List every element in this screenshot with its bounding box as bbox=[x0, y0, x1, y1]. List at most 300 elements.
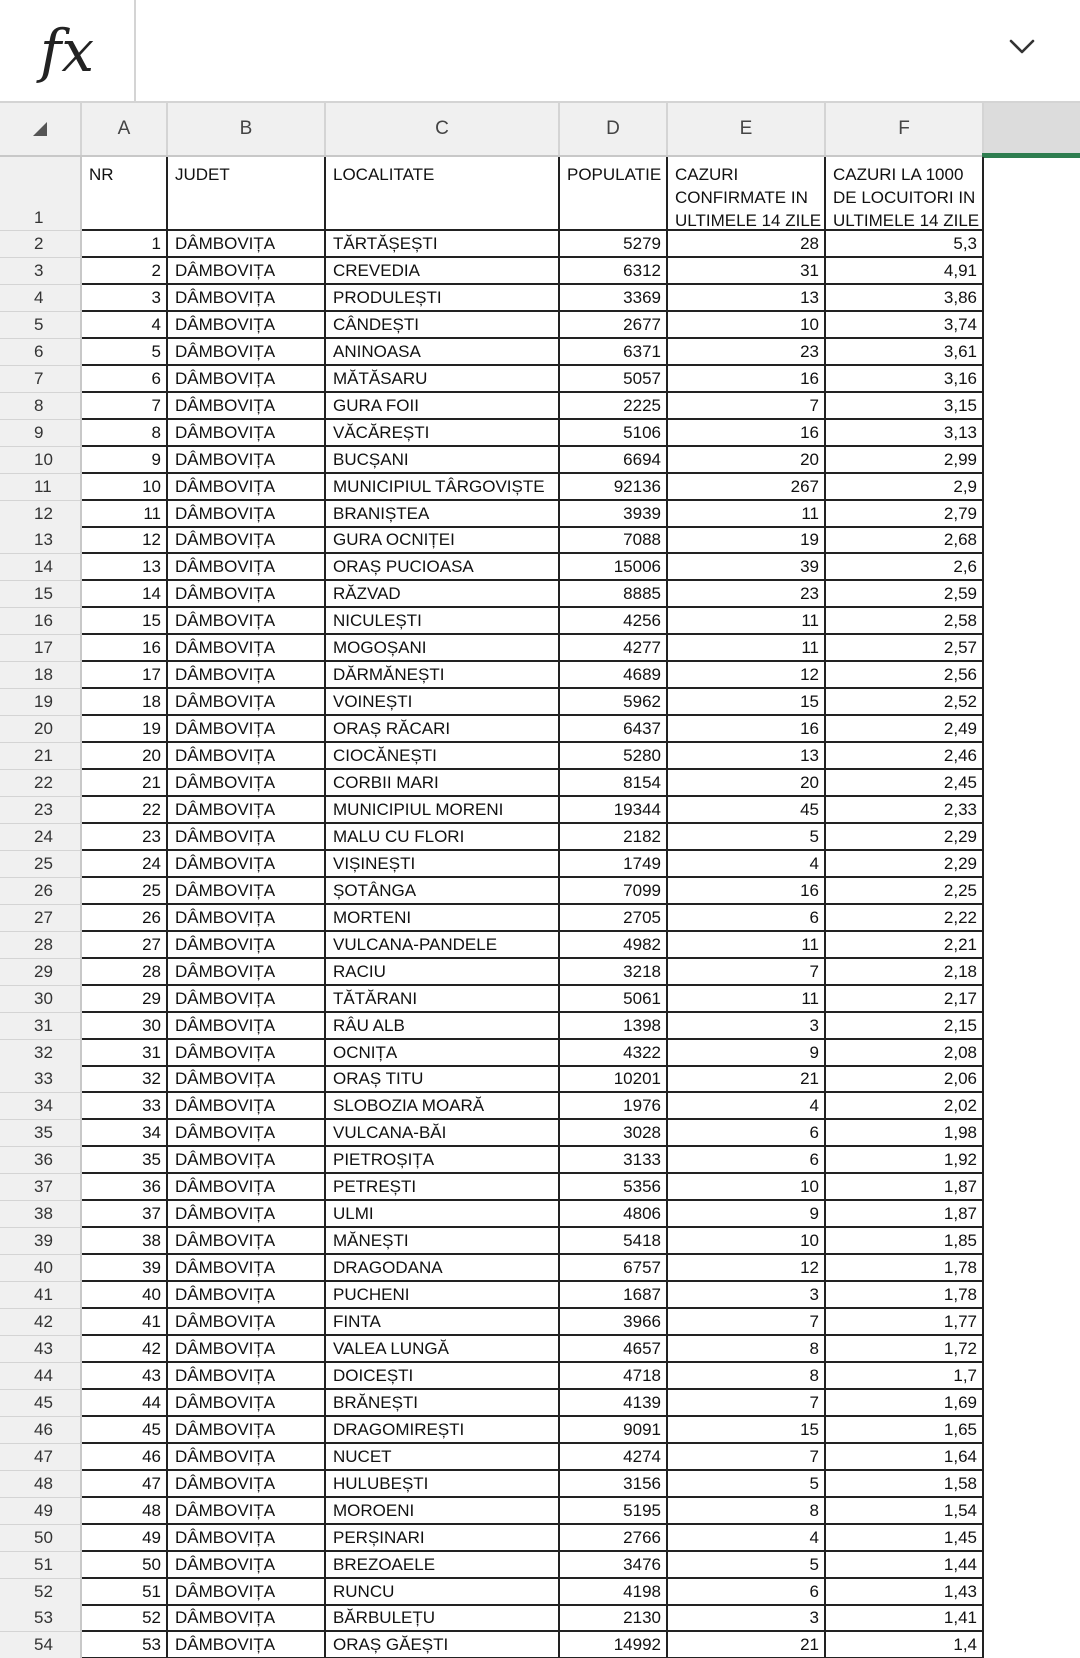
cell-nr[interactable]: 15 bbox=[82, 608, 168, 635]
cell-localitate[interactable]: CÂNDEȘTI bbox=[326, 312, 560, 339]
cell-nr[interactable]: 7 bbox=[82, 393, 168, 420]
cell-localitate[interactable]: TĂTĂRANI bbox=[326, 986, 560, 1013]
cell-cazuri[interactable]: 21 bbox=[668, 1632, 826, 1658]
cell-localitate[interactable]: DRAGOMIREȘTI bbox=[326, 1417, 560, 1444]
cell-populatie[interactable]: 3369 bbox=[560, 285, 668, 312]
row-number[interactable]: 44 bbox=[0, 1363, 82, 1390]
cell-localitate[interactable]: PETREȘTI bbox=[326, 1174, 560, 1201]
cell-judet[interactable]: DÂMBOVIȚA bbox=[168, 635, 326, 662]
cell-nr[interactable]: 25 bbox=[82, 878, 168, 905]
cell-judet[interactable]: DÂMBOVIȚA bbox=[168, 1147, 326, 1174]
cell-nr[interactable]: 3 bbox=[82, 285, 168, 312]
cell-cazuri[interactable]: 16 bbox=[668, 716, 826, 743]
cell-cazuri-1000[interactable]: 3,13 bbox=[826, 420, 984, 447]
cell-localitate[interactable]: RÂU ALB bbox=[326, 1013, 560, 1040]
cell-populatie[interactable]: 5962 bbox=[560, 689, 668, 716]
cell-populatie[interactable]: 10201 bbox=[560, 1066, 668, 1093]
cell-nr[interactable]: 43 bbox=[82, 1363, 168, 1390]
row-number[interactable]: 14 bbox=[0, 554, 82, 581]
cell-nr[interactable]: 19 bbox=[82, 716, 168, 743]
cell-nr[interactable]: 8 bbox=[82, 420, 168, 447]
cell-populatie[interactable]: 1976 bbox=[560, 1093, 668, 1120]
cell-cazuri-1000[interactable]: 2,68 bbox=[826, 527, 984, 554]
cell-nr[interactable]: 9 bbox=[82, 447, 168, 474]
cell-cazuri-1000[interactable]: 2,02 bbox=[826, 1093, 984, 1120]
cell-cazuri-1000[interactable]: 1,87 bbox=[826, 1174, 984, 1201]
cell-cazuri-1000[interactable]: 2,21 bbox=[826, 932, 984, 959]
cell-cazuri[interactable]: 6 bbox=[668, 1147, 826, 1174]
cell-cazuri[interactable]: 5 bbox=[668, 1552, 826, 1579]
row-number[interactable]: 25 bbox=[0, 851, 82, 878]
cell-cazuri[interactable]: 15 bbox=[668, 689, 826, 716]
cell-cazuri[interactable]: 6 bbox=[668, 1120, 826, 1147]
cell-judet[interactable]: DÂMBOVIȚA bbox=[168, 1255, 326, 1282]
cell-cazuri[interactable]: 12 bbox=[668, 662, 826, 689]
cell-cazuri-1000[interactable]: 2,79 bbox=[826, 501, 984, 528]
cell-localitate[interactable]: MORTENI bbox=[326, 905, 560, 932]
row-number[interactable]: 41 bbox=[0, 1282, 82, 1309]
cell-localitate[interactable]: MĂNEȘTI bbox=[326, 1228, 560, 1255]
cell-cazuri[interactable]: 6 bbox=[668, 1579, 826, 1606]
cell-localitate[interactable]: GURA FOII bbox=[326, 393, 560, 420]
cell-localitate[interactable]: ANINOASA bbox=[326, 339, 560, 366]
cell-cazuri-1000[interactable]: 2,29 bbox=[826, 824, 984, 851]
cell-cazuri[interactable]: 23 bbox=[668, 581, 826, 608]
header-cell-judet[interactable]: JUDET bbox=[168, 157, 326, 231]
cell-judet[interactable]: DÂMBOVIȚA bbox=[168, 1390, 326, 1417]
cell-judet[interactable]: DÂMBOVIȚA bbox=[168, 959, 326, 986]
cell-localitate[interactable]: RĂZVAD bbox=[326, 581, 560, 608]
row-number[interactable]: 53 bbox=[0, 1605, 82, 1632]
cell-cazuri[interactable]: 5 bbox=[668, 1471, 826, 1498]
cell-localitate[interactable]: MĂTĂSARU bbox=[326, 366, 560, 393]
cell-cazuri[interactable]: 16 bbox=[668, 420, 826, 447]
cell-populatie[interactable]: 15006 bbox=[560, 554, 668, 581]
cell-cazuri-1000[interactable]: 1,77 bbox=[826, 1309, 984, 1336]
cell-populatie[interactable]: 3966 bbox=[560, 1309, 668, 1336]
cell-judet[interactable]: DÂMBOVIȚA bbox=[168, 1228, 326, 1255]
chevron-down-icon[interactable] bbox=[1005, 30, 1039, 64]
cell-populatie[interactable]: 6694 bbox=[560, 447, 668, 474]
cell-populatie[interactable]: 6437 bbox=[560, 716, 668, 743]
cell-localitate[interactable]: VĂCĂREȘTI bbox=[326, 420, 560, 447]
cell-judet[interactable]: DÂMBOVIȚA bbox=[168, 770, 326, 797]
cell-populatie[interactable]: 5057 bbox=[560, 366, 668, 393]
cell-cazuri[interactable]: 10 bbox=[668, 312, 826, 339]
cell-populatie[interactable]: 1749 bbox=[560, 851, 668, 878]
cell-judet[interactable]: DÂMBOVIȚA bbox=[168, 285, 326, 312]
row-number[interactable]: 6 bbox=[0, 339, 82, 366]
cell-cazuri[interactable]: 9 bbox=[668, 1201, 826, 1228]
cell-localitate[interactable]: NICULEȘTI bbox=[326, 608, 560, 635]
cell-cazuri-1000[interactable]: 1,98 bbox=[826, 1120, 984, 1147]
cell-nr[interactable]: 22 bbox=[82, 797, 168, 824]
cell-cazuri-1000[interactable]: 2,17 bbox=[826, 986, 984, 1013]
cell-judet[interactable]: DÂMBOVIȚA bbox=[168, 1605, 326, 1632]
cell-cazuri[interactable]: 9 bbox=[668, 1040, 826, 1067]
cell-populatie[interactable]: 2766 bbox=[560, 1525, 668, 1552]
cell-nr[interactable]: 37 bbox=[82, 1201, 168, 1228]
cell-cazuri[interactable]: 11 bbox=[668, 986, 826, 1013]
cell-judet[interactable]: DÂMBOVIȚA bbox=[168, 1444, 326, 1471]
cell-populatie[interactable]: 7088 bbox=[560, 527, 668, 554]
cell-cazuri-1000[interactable]: 2,57 bbox=[826, 635, 984, 662]
column-header-f[interactable]: F bbox=[826, 103, 984, 155]
cell-localitate[interactable]: BĂRBULEȚU bbox=[326, 1605, 560, 1632]
cell-judet[interactable]: DÂMBOVIȚA bbox=[168, 716, 326, 743]
cell-cazuri-1000[interactable]: 1,69 bbox=[826, 1390, 984, 1417]
row-number[interactable]: 31 bbox=[0, 1013, 82, 1040]
column-header-e[interactable]: E bbox=[668, 103, 826, 155]
cell-nr[interactable]: 6 bbox=[82, 366, 168, 393]
cell-localitate[interactable]: ȘOTÂNGA bbox=[326, 878, 560, 905]
cell-nr[interactable]: 21 bbox=[82, 770, 168, 797]
cell-cazuri[interactable]: 31 bbox=[668, 258, 826, 285]
row-number[interactable]: 1 bbox=[0, 157, 82, 231]
cell-nr[interactable]: 16 bbox=[82, 635, 168, 662]
cell-judet[interactable]: DÂMBOVIȚA bbox=[168, 554, 326, 581]
cell-localitate[interactable]: MUNICIPIUL MORENI bbox=[326, 797, 560, 824]
cell-nr[interactable]: 13 bbox=[82, 554, 168, 581]
cell-populatie[interactable]: 4322 bbox=[560, 1040, 668, 1067]
row-number[interactable]: 36 bbox=[0, 1147, 82, 1174]
cell-judet[interactable]: DÂMBOVIȚA bbox=[168, 1309, 326, 1336]
cell-populatie[interactable]: 19344 bbox=[560, 797, 668, 824]
cell-localitate[interactable]: GURA OCNIȚEI bbox=[326, 527, 560, 554]
row-number[interactable]: 32 bbox=[0, 1040, 82, 1067]
row-number[interactable]: 5 bbox=[0, 312, 82, 339]
cell-populatie[interactable]: 8885 bbox=[560, 581, 668, 608]
cell-judet[interactable]: DÂMBOVIȚA bbox=[168, 1417, 326, 1444]
cell-cazuri-1000[interactable]: 2,59 bbox=[826, 581, 984, 608]
cell-cazuri-1000[interactable]: 2,33 bbox=[826, 797, 984, 824]
row-number[interactable]: 22 bbox=[0, 770, 82, 797]
cell-localitate[interactable]: NUCET bbox=[326, 1444, 560, 1471]
cell-populatie[interactable]: 4256 bbox=[560, 608, 668, 635]
cell-localitate[interactable]: TĂRTĂȘEȘTI bbox=[326, 231, 560, 258]
cell-cazuri-1000[interactable]: 2,29 bbox=[826, 851, 984, 878]
cell-nr[interactable]: 51 bbox=[82, 1579, 168, 1606]
cell-cazuri[interactable]: 6 bbox=[668, 905, 826, 932]
row-number[interactable]: 24 bbox=[0, 824, 82, 851]
column-header-a[interactable]: A bbox=[82, 103, 168, 155]
cell-cazuri[interactable]: 19 bbox=[668, 527, 826, 554]
cell-localitate[interactable]: ORAȘ GĂEȘTI bbox=[326, 1632, 560, 1658]
cell-populatie[interactable]: 1687 bbox=[560, 1282, 668, 1309]
row-number[interactable]: 39 bbox=[0, 1228, 82, 1255]
row-number[interactable]: 47 bbox=[0, 1444, 82, 1471]
cell-judet[interactable]: DÂMBOVIȚA bbox=[168, 932, 326, 959]
cell-localitate[interactable]: MOROENI bbox=[326, 1498, 560, 1525]
cell-localitate[interactable]: VALEA LUNGĂ bbox=[326, 1336, 560, 1363]
cell-cazuri-1000[interactable]: 1,54 bbox=[826, 1498, 984, 1525]
row-number[interactable]: 21 bbox=[0, 743, 82, 770]
cell-cazuri-1000[interactable]: 2,22 bbox=[826, 905, 984, 932]
cell-localitate[interactable]: HULUBEȘTI bbox=[326, 1471, 560, 1498]
row-number[interactable]: 50 bbox=[0, 1525, 82, 1552]
row-number[interactable]: 30 bbox=[0, 986, 82, 1013]
row-number[interactable]: 51 bbox=[0, 1552, 82, 1579]
cell-localitate[interactable]: VOINEȘTI bbox=[326, 689, 560, 716]
cell-nr[interactable]: 23 bbox=[82, 824, 168, 851]
cell-judet[interactable]: DÂMBOVIȚA bbox=[168, 231, 326, 258]
cell-localitate[interactable]: BREZOAELE bbox=[326, 1552, 560, 1579]
cell-cazuri-1000[interactable]: 2,9 bbox=[826, 474, 984, 501]
cell-nr[interactable]: 30 bbox=[82, 1013, 168, 1040]
cell-cazuri[interactable]: 20 bbox=[668, 447, 826, 474]
cell-populatie[interactable]: 4718 bbox=[560, 1363, 668, 1390]
cell-cazuri[interactable]: 8 bbox=[668, 1498, 826, 1525]
cell-judet[interactable]: DÂMBOVIȚA bbox=[168, 312, 326, 339]
row-number[interactable]: 17 bbox=[0, 635, 82, 662]
cell-nr[interactable]: 11 bbox=[82, 501, 168, 528]
row-number[interactable]: 29 bbox=[0, 959, 82, 986]
cell-cazuri-1000[interactable]: 1,41 bbox=[826, 1605, 984, 1632]
cell-nr[interactable]: 53 bbox=[82, 1632, 168, 1658]
cell-cazuri-1000[interactable]: 3,86 bbox=[826, 285, 984, 312]
cell-cazuri[interactable]: 13 bbox=[668, 743, 826, 770]
column-header-g[interactable] bbox=[984, 103, 1080, 155]
cell-cazuri[interactable]: 3 bbox=[668, 1282, 826, 1309]
cell-cazuri-1000[interactable]: 1,72 bbox=[826, 1336, 984, 1363]
cell-nr[interactable]: 52 bbox=[82, 1605, 168, 1632]
cell-judet[interactable]: DÂMBOVIȚA bbox=[168, 1066, 326, 1093]
cell-populatie[interactable]: 5356 bbox=[560, 1174, 668, 1201]
cell-localitate[interactable]: PUCHENI bbox=[326, 1282, 560, 1309]
cell-cazuri[interactable]: 8 bbox=[668, 1363, 826, 1390]
cell-nr[interactable]: 48 bbox=[82, 1498, 168, 1525]
cell-judet[interactable]: DÂMBOVIȚA bbox=[168, 501, 326, 528]
cell-cazuri[interactable]: 4 bbox=[668, 851, 826, 878]
row-number[interactable]: 42 bbox=[0, 1309, 82, 1336]
cell-judet[interactable]: DÂMBOVIȚA bbox=[168, 420, 326, 447]
row-number[interactable]: 11 bbox=[0, 474, 82, 501]
cell-populatie[interactable]: 92136 bbox=[560, 474, 668, 501]
cell-populatie[interactable]: 5418 bbox=[560, 1228, 668, 1255]
cell-judet[interactable]: DÂMBOVIȚA bbox=[168, 689, 326, 716]
cell-populatie[interactable]: 2677 bbox=[560, 312, 668, 339]
cell-nr[interactable]: 49 bbox=[82, 1525, 168, 1552]
cell-cazuri-1000[interactable]: 5,3 bbox=[826, 231, 984, 258]
cell-cazuri-1000[interactable]: 2,25 bbox=[826, 878, 984, 905]
cell-localitate[interactable]: VIȘINEȘTI bbox=[326, 851, 560, 878]
cell-judet[interactable]: DÂMBOVIȚA bbox=[168, 1282, 326, 1309]
cell-localitate[interactable]: OCNIȚA bbox=[326, 1040, 560, 1067]
cell-localitate[interactable]: ORAȘ TITU bbox=[326, 1066, 560, 1093]
cell-localitate[interactable]: MALU CU FLORI bbox=[326, 824, 560, 851]
cell-nr[interactable]: 14 bbox=[82, 581, 168, 608]
cell-judet[interactable]: DÂMBOVIȚA bbox=[168, 393, 326, 420]
cell-cazuri-1000[interactable]: 2,08 bbox=[826, 1040, 984, 1067]
cell-localitate[interactable]: VULCANA-PANDELE bbox=[326, 932, 560, 959]
row-number[interactable]: 37 bbox=[0, 1174, 82, 1201]
cell-cazuri-1000[interactable]: 1,65 bbox=[826, 1417, 984, 1444]
cell-nr[interactable]: 44 bbox=[82, 1390, 168, 1417]
cell-localitate[interactable]: ORAȘ RĂCARI bbox=[326, 716, 560, 743]
row-number[interactable]: 46 bbox=[0, 1417, 82, 1444]
cell-localitate[interactable]: CREVEDIA bbox=[326, 258, 560, 285]
row-number[interactable]: 45 bbox=[0, 1390, 82, 1417]
row-number[interactable]: 16 bbox=[0, 608, 82, 635]
cell-cazuri[interactable]: 39 bbox=[668, 554, 826, 581]
cell-cazuri-1000[interactable]: 2,99 bbox=[826, 447, 984, 474]
cell-judet[interactable]: DÂMBOVIȚA bbox=[168, 1201, 326, 1228]
cell-judet[interactable]: DÂMBOVIȚA bbox=[168, 1498, 326, 1525]
row-number[interactable]: 38 bbox=[0, 1201, 82, 1228]
cell-nr[interactable]: 24 bbox=[82, 851, 168, 878]
cell-cazuri-1000[interactable]: 2,15 bbox=[826, 1013, 984, 1040]
cell-cazuri[interactable]: 20 bbox=[668, 770, 826, 797]
cell-judet[interactable]: DÂMBOVIȚA bbox=[168, 258, 326, 285]
cell-cazuri[interactable]: 28 bbox=[668, 231, 826, 258]
cell-localitate[interactable]: MOGOȘANI bbox=[326, 635, 560, 662]
row-number[interactable]: 33 bbox=[0, 1066, 82, 1093]
cell-cazuri-1000[interactable]: 1,43 bbox=[826, 1579, 984, 1606]
row-number[interactable]: 52 bbox=[0, 1579, 82, 1606]
fx-icon[interactable]: fx bbox=[0, 0, 136, 101]
cell-cazuri[interactable]: 4 bbox=[668, 1093, 826, 1120]
cell-populatie[interactable]: 5061 bbox=[560, 986, 668, 1013]
row-number[interactable]: 12 bbox=[0, 501, 82, 528]
cell-cazuri[interactable]: 11 bbox=[668, 635, 826, 662]
cell-judet[interactable]: DÂMBOVIȚA bbox=[168, 743, 326, 770]
cell-cazuri-1000[interactable]: 1,45 bbox=[826, 1525, 984, 1552]
cell-cazuri-1000[interactable]: 1,85 bbox=[826, 1228, 984, 1255]
cell-cazuri[interactable]: 7 bbox=[668, 959, 826, 986]
cell-judet[interactable]: DÂMBOVIȚA bbox=[168, 447, 326, 474]
cell-localitate[interactable]: RACIU bbox=[326, 959, 560, 986]
cell-nr[interactable]: 5 bbox=[82, 339, 168, 366]
row-number[interactable]: 27 bbox=[0, 905, 82, 932]
cell-judet[interactable]: DÂMBOVIȚA bbox=[168, 797, 326, 824]
cell-populatie[interactable]: 8154 bbox=[560, 770, 668, 797]
cell-nr[interactable]: 17 bbox=[82, 662, 168, 689]
cell-cazuri-1000[interactable]: 1,4 bbox=[826, 1632, 984, 1658]
cell-nr[interactable]: 34 bbox=[82, 1120, 168, 1147]
cell-nr[interactable]: 10 bbox=[82, 474, 168, 501]
cell-localitate[interactable]: PERȘINARI bbox=[326, 1525, 560, 1552]
cell-cazuri[interactable]: 7 bbox=[668, 1309, 826, 1336]
row-number[interactable]: 48 bbox=[0, 1471, 82, 1498]
row-number[interactable]: 34 bbox=[0, 1093, 82, 1120]
cell-nr[interactable]: 1 bbox=[82, 231, 168, 258]
cell-cazuri-1000[interactable]: 1,64 bbox=[826, 1444, 984, 1471]
cell-cazuri[interactable]: 12 bbox=[668, 1255, 826, 1282]
cell-localitate[interactable]: ULMI bbox=[326, 1201, 560, 1228]
cell-populatie[interactable]: 6757 bbox=[560, 1255, 668, 1282]
cell-judet[interactable]: DÂMBOVIȚA bbox=[168, 1471, 326, 1498]
cell-populatie[interactable]: 3133 bbox=[560, 1147, 668, 1174]
cell-localitate[interactable]: BUCȘANI bbox=[326, 447, 560, 474]
cell-nr[interactable]: 46 bbox=[82, 1444, 168, 1471]
cell-nr[interactable]: 50 bbox=[82, 1552, 168, 1579]
column-header-d[interactable]: D bbox=[560, 103, 668, 155]
row-number[interactable]: 19 bbox=[0, 689, 82, 716]
cell-cazuri-1000[interactable]: 2,18 bbox=[826, 959, 984, 986]
cell-nr[interactable]: 47 bbox=[82, 1471, 168, 1498]
cell-nr[interactable]: 29 bbox=[82, 986, 168, 1013]
select-all-corner[interactable] bbox=[0, 103, 82, 155]
cell-populatie[interactable]: 5195 bbox=[560, 1498, 668, 1525]
cell-populatie[interactable]: 4139 bbox=[560, 1390, 668, 1417]
cell-populatie[interactable]: 2182 bbox=[560, 824, 668, 851]
row-number[interactable]: 9 bbox=[0, 420, 82, 447]
cell-nr[interactable]: 28 bbox=[82, 959, 168, 986]
cell-cazuri-1000[interactable]: 1,92 bbox=[826, 1147, 984, 1174]
row-number[interactable]: 40 bbox=[0, 1255, 82, 1282]
cell-localitate[interactable]: PRODULEȘTI bbox=[326, 285, 560, 312]
cell-judet[interactable]: DÂMBOVIȚA bbox=[168, 366, 326, 393]
cell-localitate[interactable]: CORBII MARI bbox=[326, 770, 560, 797]
cell-nr[interactable]: 39 bbox=[82, 1255, 168, 1282]
cell-judet[interactable]: DÂMBOVIȚA bbox=[168, 1363, 326, 1390]
cell-cazuri-1000[interactable]: 2,46 bbox=[826, 743, 984, 770]
cell-cazuri-1000[interactable]: 2,58 bbox=[826, 608, 984, 635]
cell-judet[interactable]: DÂMBOVIȚA bbox=[168, 1632, 326, 1658]
cell-populatie[interactable]: 3476 bbox=[560, 1552, 668, 1579]
cell-nr[interactable]: 27 bbox=[82, 932, 168, 959]
cell-populatie[interactable]: 4689 bbox=[560, 662, 668, 689]
cell-nr[interactable]: 4 bbox=[82, 312, 168, 339]
row-number[interactable]: 8 bbox=[0, 393, 82, 420]
row-number[interactable]: 4 bbox=[0, 285, 82, 312]
cell-cazuri[interactable]: 4 bbox=[668, 1525, 826, 1552]
cell-judet[interactable]: DÂMBOVIȚA bbox=[168, 986, 326, 1013]
cell-populatie[interactable]: 6371 bbox=[560, 339, 668, 366]
cell-localitate[interactable]: SLOBOZIA MOARĂ bbox=[326, 1093, 560, 1120]
cell-localitate[interactable]: BRĂNEȘTI bbox=[326, 1390, 560, 1417]
cell-judet[interactable]: DÂMBOVIȚA bbox=[168, 1013, 326, 1040]
cell-cazuri-1000[interactable]: 3,16 bbox=[826, 366, 984, 393]
cell-judet[interactable]: DÂMBOVIȚA bbox=[168, 1093, 326, 1120]
cell-cazuri[interactable]: 7 bbox=[668, 393, 826, 420]
header-cell-cazuri[interactable]: CAZURI CONFIRMATE IN ULTIMELE 14 ZILE bbox=[668, 157, 826, 231]
cell-populatie[interactable]: 4657 bbox=[560, 1336, 668, 1363]
cell-judet[interactable]: DÂMBOVIȚA bbox=[168, 1579, 326, 1606]
cell-nr[interactable]: 12 bbox=[82, 527, 168, 554]
column-header-c[interactable]: C bbox=[326, 103, 560, 155]
cell-nr[interactable]: 20 bbox=[82, 743, 168, 770]
cell-populatie[interactable]: 4274 bbox=[560, 1444, 668, 1471]
cell-localitate[interactable]: MUNICIPIUL TÂRGOVIȘTE bbox=[326, 474, 560, 501]
cell-cazuri-1000[interactable]: 2,45 bbox=[826, 770, 984, 797]
cell-judet[interactable]: DÂMBOVIȚA bbox=[168, 662, 326, 689]
cell-judet[interactable]: DÂMBOVIȚA bbox=[168, 1040, 326, 1067]
cell-cazuri-1000[interactable]: 3,74 bbox=[826, 312, 984, 339]
cell-judet[interactable]: DÂMBOVIȚA bbox=[168, 824, 326, 851]
cell-populatie[interactable]: 5106 bbox=[560, 420, 668, 447]
cell-localitate[interactable]: FINTA bbox=[326, 1309, 560, 1336]
row-number[interactable]: 10 bbox=[0, 447, 82, 474]
cell-localitate[interactable]: CIOCĂNEȘTI bbox=[326, 743, 560, 770]
cell-populatie[interactable]: 3939 bbox=[560, 501, 668, 528]
header-cell-populatie[interactable]: POPULATIE bbox=[560, 157, 668, 231]
cell-cazuri[interactable]: 16 bbox=[668, 366, 826, 393]
cell-cazuri[interactable]: 3 bbox=[668, 1013, 826, 1040]
cell-localitate[interactable]: RUNCU bbox=[326, 1579, 560, 1606]
cell-cazuri[interactable]: 7 bbox=[668, 1390, 826, 1417]
cell-judet[interactable]: DÂMBOVIȚA bbox=[168, 339, 326, 366]
cell-cazuri[interactable]: 10 bbox=[668, 1174, 826, 1201]
cell-cazuri[interactable]: 3 bbox=[668, 1605, 826, 1632]
cell-nr[interactable]: 18 bbox=[82, 689, 168, 716]
cell-judet[interactable]: DÂMBOVIȚA bbox=[168, 905, 326, 932]
row-number[interactable]: 23 bbox=[0, 797, 82, 824]
row-number[interactable]: 13 bbox=[0, 527, 82, 554]
cell-judet[interactable]: DÂMBOVIȚA bbox=[168, 1174, 326, 1201]
header-cell-cazuri-1000[interactable]: CAZURI LA 1000 DE LOCUITORI IN ULTIMELE 14 ZILE bbox=[826, 157, 984, 231]
cell-cazuri[interactable]: 267 bbox=[668, 474, 826, 501]
